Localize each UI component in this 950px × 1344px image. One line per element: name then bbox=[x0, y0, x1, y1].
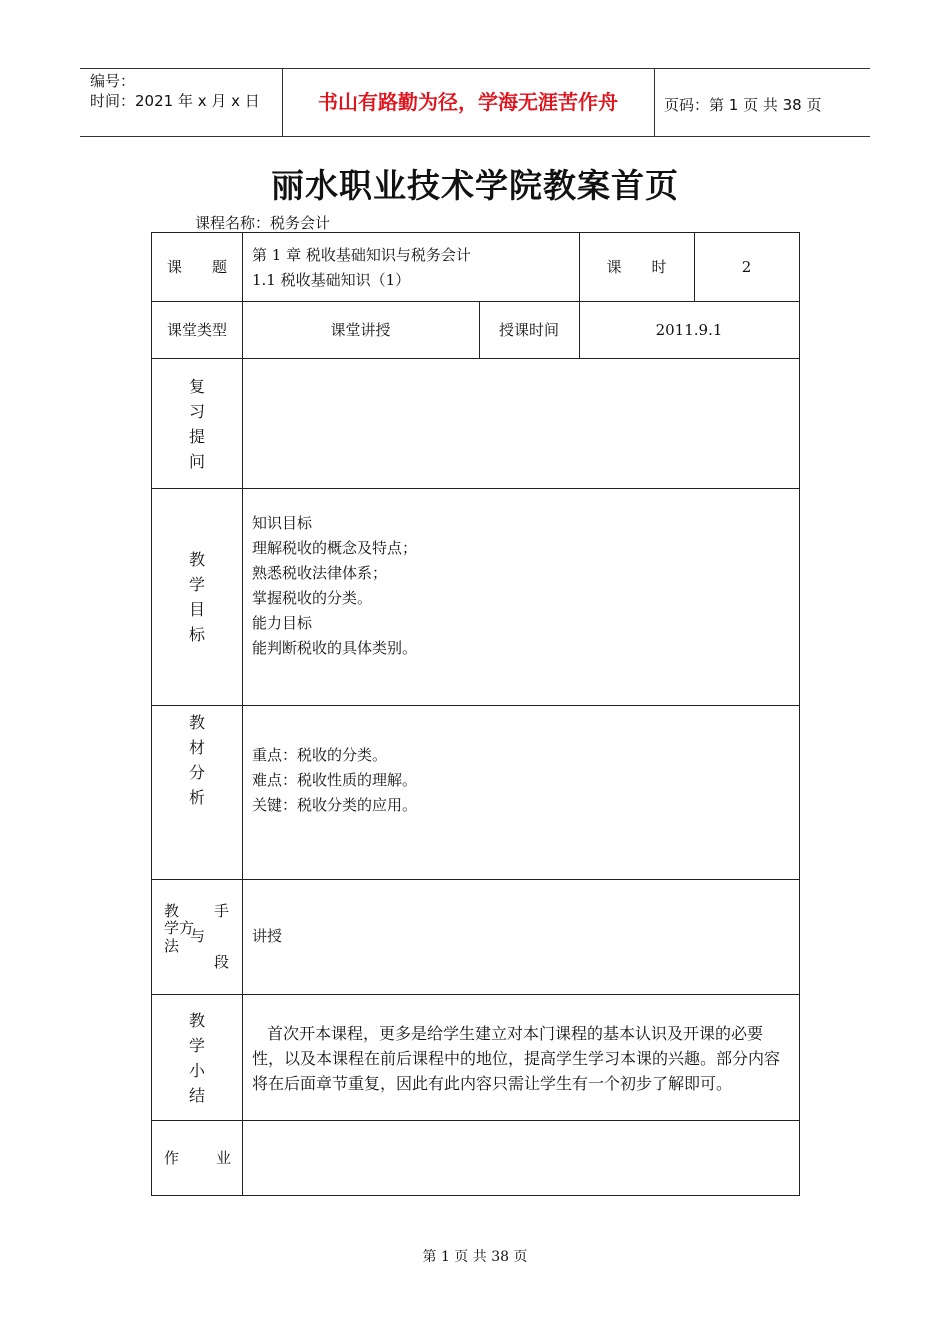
row-rule bbox=[152, 879, 799, 880]
review-label-char: 复 bbox=[188, 377, 205, 396]
review-label-char: 问 bbox=[188, 452, 205, 471]
summary-label-char: 学 bbox=[188, 1036, 205, 1055]
col-rule bbox=[242, 233, 243, 1195]
lesson-plan-table bbox=[151, 232, 800, 1196]
material-label-char: 析 bbox=[188, 788, 205, 807]
goals-label-char: 标 bbox=[188, 625, 205, 644]
material-label-char: 分 bbox=[188, 763, 205, 782]
type-label: 课堂类型 bbox=[166, 321, 227, 339]
topic-label: 课 题 bbox=[166, 258, 227, 276]
homework-label-left: 作 bbox=[164, 1149, 180, 1167]
summary-label-char: 结 bbox=[188, 1086, 205, 1105]
course-name: 课程名称：税务会计 bbox=[195, 214, 331, 232]
hours-value: 2 bbox=[741, 258, 752, 276]
type-value: 课堂讲授 bbox=[330, 321, 391, 339]
method-value: 讲授 bbox=[252, 927, 283, 945]
material-item: 重点：税收的分类。 bbox=[252, 746, 388, 764]
review-label-char: 提 bbox=[188, 427, 205, 446]
method-label-part: 与 bbox=[190, 927, 206, 945]
row-rule bbox=[152, 358, 799, 359]
material-item: 难点：税收性质的理解。 bbox=[252, 771, 418, 789]
date-value: 2011.9.1 bbox=[655, 321, 723, 339]
method-label-part: 学方 bbox=[164, 919, 195, 937]
method-label-part: 段 bbox=[214, 953, 230, 971]
hours-label: 课 时 bbox=[606, 258, 667, 276]
method-label-part: 手 bbox=[214, 902, 230, 920]
page-label: 页码：第 1 页 共 38 页 bbox=[664, 96, 822, 114]
goal-heading: 能力目标 bbox=[252, 614, 313, 632]
goal-item: 掌握税收的分类。 bbox=[252, 589, 373, 607]
goal-heading: 知识目标 bbox=[252, 514, 313, 532]
row-rule bbox=[152, 994, 799, 995]
row-rule bbox=[152, 301, 799, 302]
serial-label: 编号： bbox=[90, 72, 136, 90]
page-title: 丽水职业技术学院教案首页 bbox=[271, 166, 679, 205]
goals-label-char: 目 bbox=[188, 600, 205, 619]
summary-label-char: 教 bbox=[188, 1011, 205, 1030]
summary-label-char: 小 bbox=[188, 1061, 205, 1080]
goals-label-char: 学 bbox=[188, 575, 205, 594]
row-rule bbox=[152, 1120, 799, 1121]
homework-label-right: 业 bbox=[216, 1149, 232, 1167]
topic-line-1: 第 1 章 税收基础知识与税务会计 bbox=[252, 246, 471, 264]
review-label-char: 习 bbox=[188, 402, 205, 421]
topic-line-2: 1.1 税收基础知识（1） bbox=[252, 271, 411, 289]
material-label-char: 材 bbox=[188, 738, 205, 757]
time-label: 时间：2021 年 x 月 x 日 bbox=[90, 92, 260, 110]
header-divider-right bbox=[654, 68, 655, 136]
header-bottom-rule bbox=[80, 136, 870, 137]
row-rule bbox=[152, 488, 799, 489]
row-rule bbox=[152, 705, 799, 706]
motto: 书山有路勤为径，学海无涯苦作舟 bbox=[318, 90, 618, 114]
method-label-part: 法 bbox=[164, 937, 180, 955]
goal-item: 能判断税收的具体类别。 bbox=[252, 639, 418, 657]
material-item: 关键：税收分类的应用。 bbox=[252, 796, 418, 814]
material-label-char: 教 bbox=[188, 713, 205, 732]
method-label-part: 教 bbox=[164, 902, 180, 920]
page-footer: 第 1 页 共 38 页 bbox=[422, 1249, 528, 1265]
summary-text: 首次开本课程，更多是给学生建立对本门课程的基本认识及开课的必要性，以及本课程在前后课程中的地位，提高学生学习本课的兴趣。部分内容将在后面章节重复，因此有此内容只需让学生有一个初步了解即可。 bbox=[252, 1024, 781, 1093]
goal-item: 理解税收的概念及特点； bbox=[252, 539, 418, 557]
goal-item: 熟悉税收法律体系； bbox=[252, 564, 388, 582]
goals-label-char: 教 bbox=[188, 550, 205, 569]
date-label: 授课时间 bbox=[498, 321, 559, 339]
